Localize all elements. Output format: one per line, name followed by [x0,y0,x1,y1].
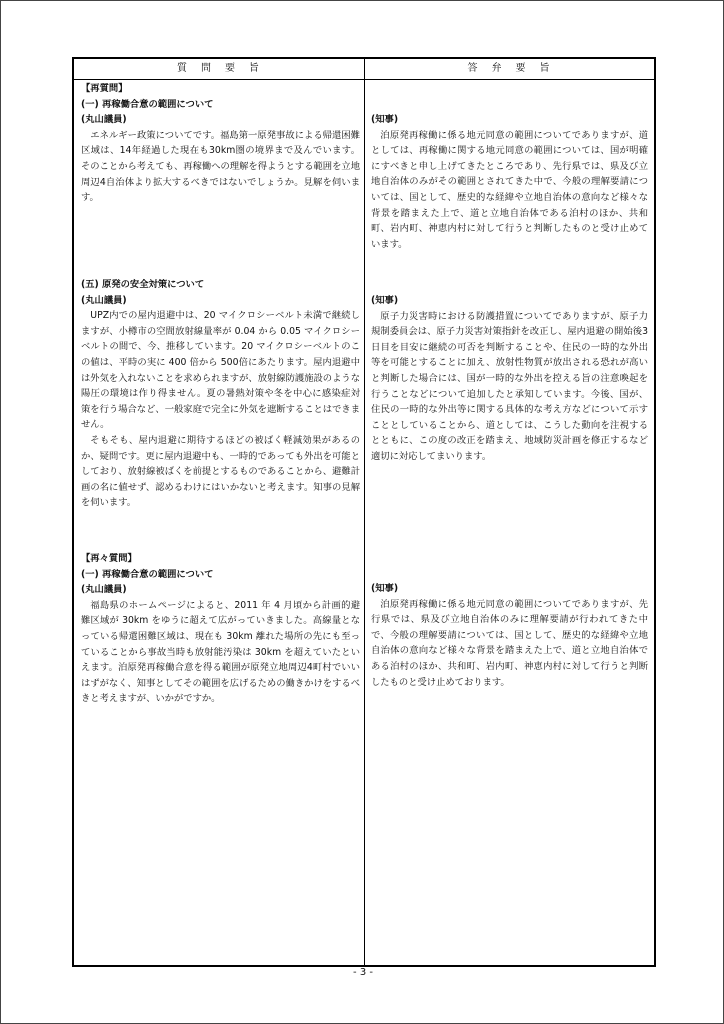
speaker-label: (知事) [371,583,399,594]
answer-block-3 [371,581,648,690]
question-text: エネルギー政策についてです。福島第一原発事故による帰還困難区域は、14年経過した現在も30km圏の境界まで及んでいます。そのことから考えても、再稼働への理解を得ようとする範囲を立地周辺4自治体より拡大するべきではないでしょうか。見解を伺います。 [81,129,360,204]
question-label: 【再々質問】 [81,553,137,564]
question-text: UPZ内での屋内退避中は、20 マイクロシーベルト未満で継続しますが、小樽市の空間放射線量率が 0.04 から 0.05 マイクロシーベルトの間で、今、推移しています。20 マイクロシーベルトのこの値は、平時の実に 400 倍から 500倍にあたります。屋内退避中は外気を入れないことを求められますが、放射線防護施設のような陽圧の環境は作り得ません。夏の暑熱対策や冬を中心に感染症対策を行う場合など、一般家庭で完全に外気を遮断することはできません。 [81,310,360,431]
speaker-label: (丸山議員) [81,584,127,596]
question-label: 【再質問】 [81,83,128,94]
qa-table [72,57,656,967]
question-column-header: 質 問 要 旨 [177,63,261,74]
answer-text: 原子力災害時における防護措置についてでありますが、原子力規制委員会は、原子力災害対策指針を改正し、屋内退避の開始後3日目を目安に継続の可否を判断することや、住民の一時的な外出等を可能とすることに加え、放射性物質が放出される恐れが高いと判断した場合には、国が一時的な外出を控える旨の注意喚起を行うことなどについて追加したと承知しています。今後、国が、住民の一時的な外出等に関する具体的な考え方などについて示すこととしていることから、道としては、こうした動向を注視するとともに、この度の改正を踏まえ、地域防災計画を修正するなど適切に対応してまいります。 [371,310,648,462]
speaker-label: (知事) [371,295,399,306]
answer-text: 泊原発再稼働に係る地元同意の範囲についてでありますが、先行県では、県及び立地自治体のみに理解要請が行われてきた中で、今般の理解要請については、国として、歴史的な経緯や立地自治体の意向など様々な背景を踏まえた上で、道と立地自治体である泊村のほか、共和町、岩内町、神恵内村に対して行うと判断したものと受け止めております。 [371,598,648,688]
speaker-label: (丸山議員) [81,114,127,126]
answer-column-header: 答 弁 要 旨 [467,63,552,74]
question-block-2 [81,277,360,511]
question-text: 福島県のホームページによると、2011 年 4 月頃から計画的避難区域が 30km をゆうに超えて広がっていきました。高線量となっている帰還困難区域は、現在も 30km 離れた場所の先にも至っていることから事故当時も放射能汚染は 30km を超えていたといえます。泊原発再稼働合意を得る範囲が原発立地周辺4町村でいいはずがなく、知事としてその範囲を広げるための働きかけをするべきと考えますが、いかがですか。 [81,599,360,705]
section-heading: (一) 再稼働合意の範囲について [81,568,214,580]
section-heading: (五) 原発の安全対策について [81,279,205,290]
section-heading: (一) 再稼働合意の範囲について [81,98,214,110]
question-block-1 [81,81,360,206]
speaker-label: (知事) [371,114,399,125]
speaker-label: (丸山議員) [81,294,127,306]
answer-block-2 [371,293,648,465]
answer-text: 泊原発再稼働に係る地元同意の範囲についてでありますが、道としては、再稼働に関する地元同意の範囲については、国が明確にすべきと申し上げてきたところであり、先行県では、県及び立地自治体のみがその範囲とされてきた中で、今般の理解要請については、国として、歴史的な経緯や立地自治体の意向など様々な背景を踏まえた上で、道と立地自治体である泊村のほか、共和町、岩内町、神恵内村に対して行うと判断したものと受け止めています。 [371,129,648,250]
question-text: そもそも、屋内退避に期待するほどの被ばく軽減効果があるのか、疑問です。更に屋内退避中も、一時的であっても外出を可能としており、放射線被ばくを前提とするものであることから、避難計画の名に値せず、認めるわけにはいかないと考えます。知事の見解を伺います。 [81,434,360,509]
page-number: - 3 - [353,967,373,978]
answer-block-1 [371,112,648,252]
column-divider [364,59,365,965]
question-block-3 [81,551,360,707]
